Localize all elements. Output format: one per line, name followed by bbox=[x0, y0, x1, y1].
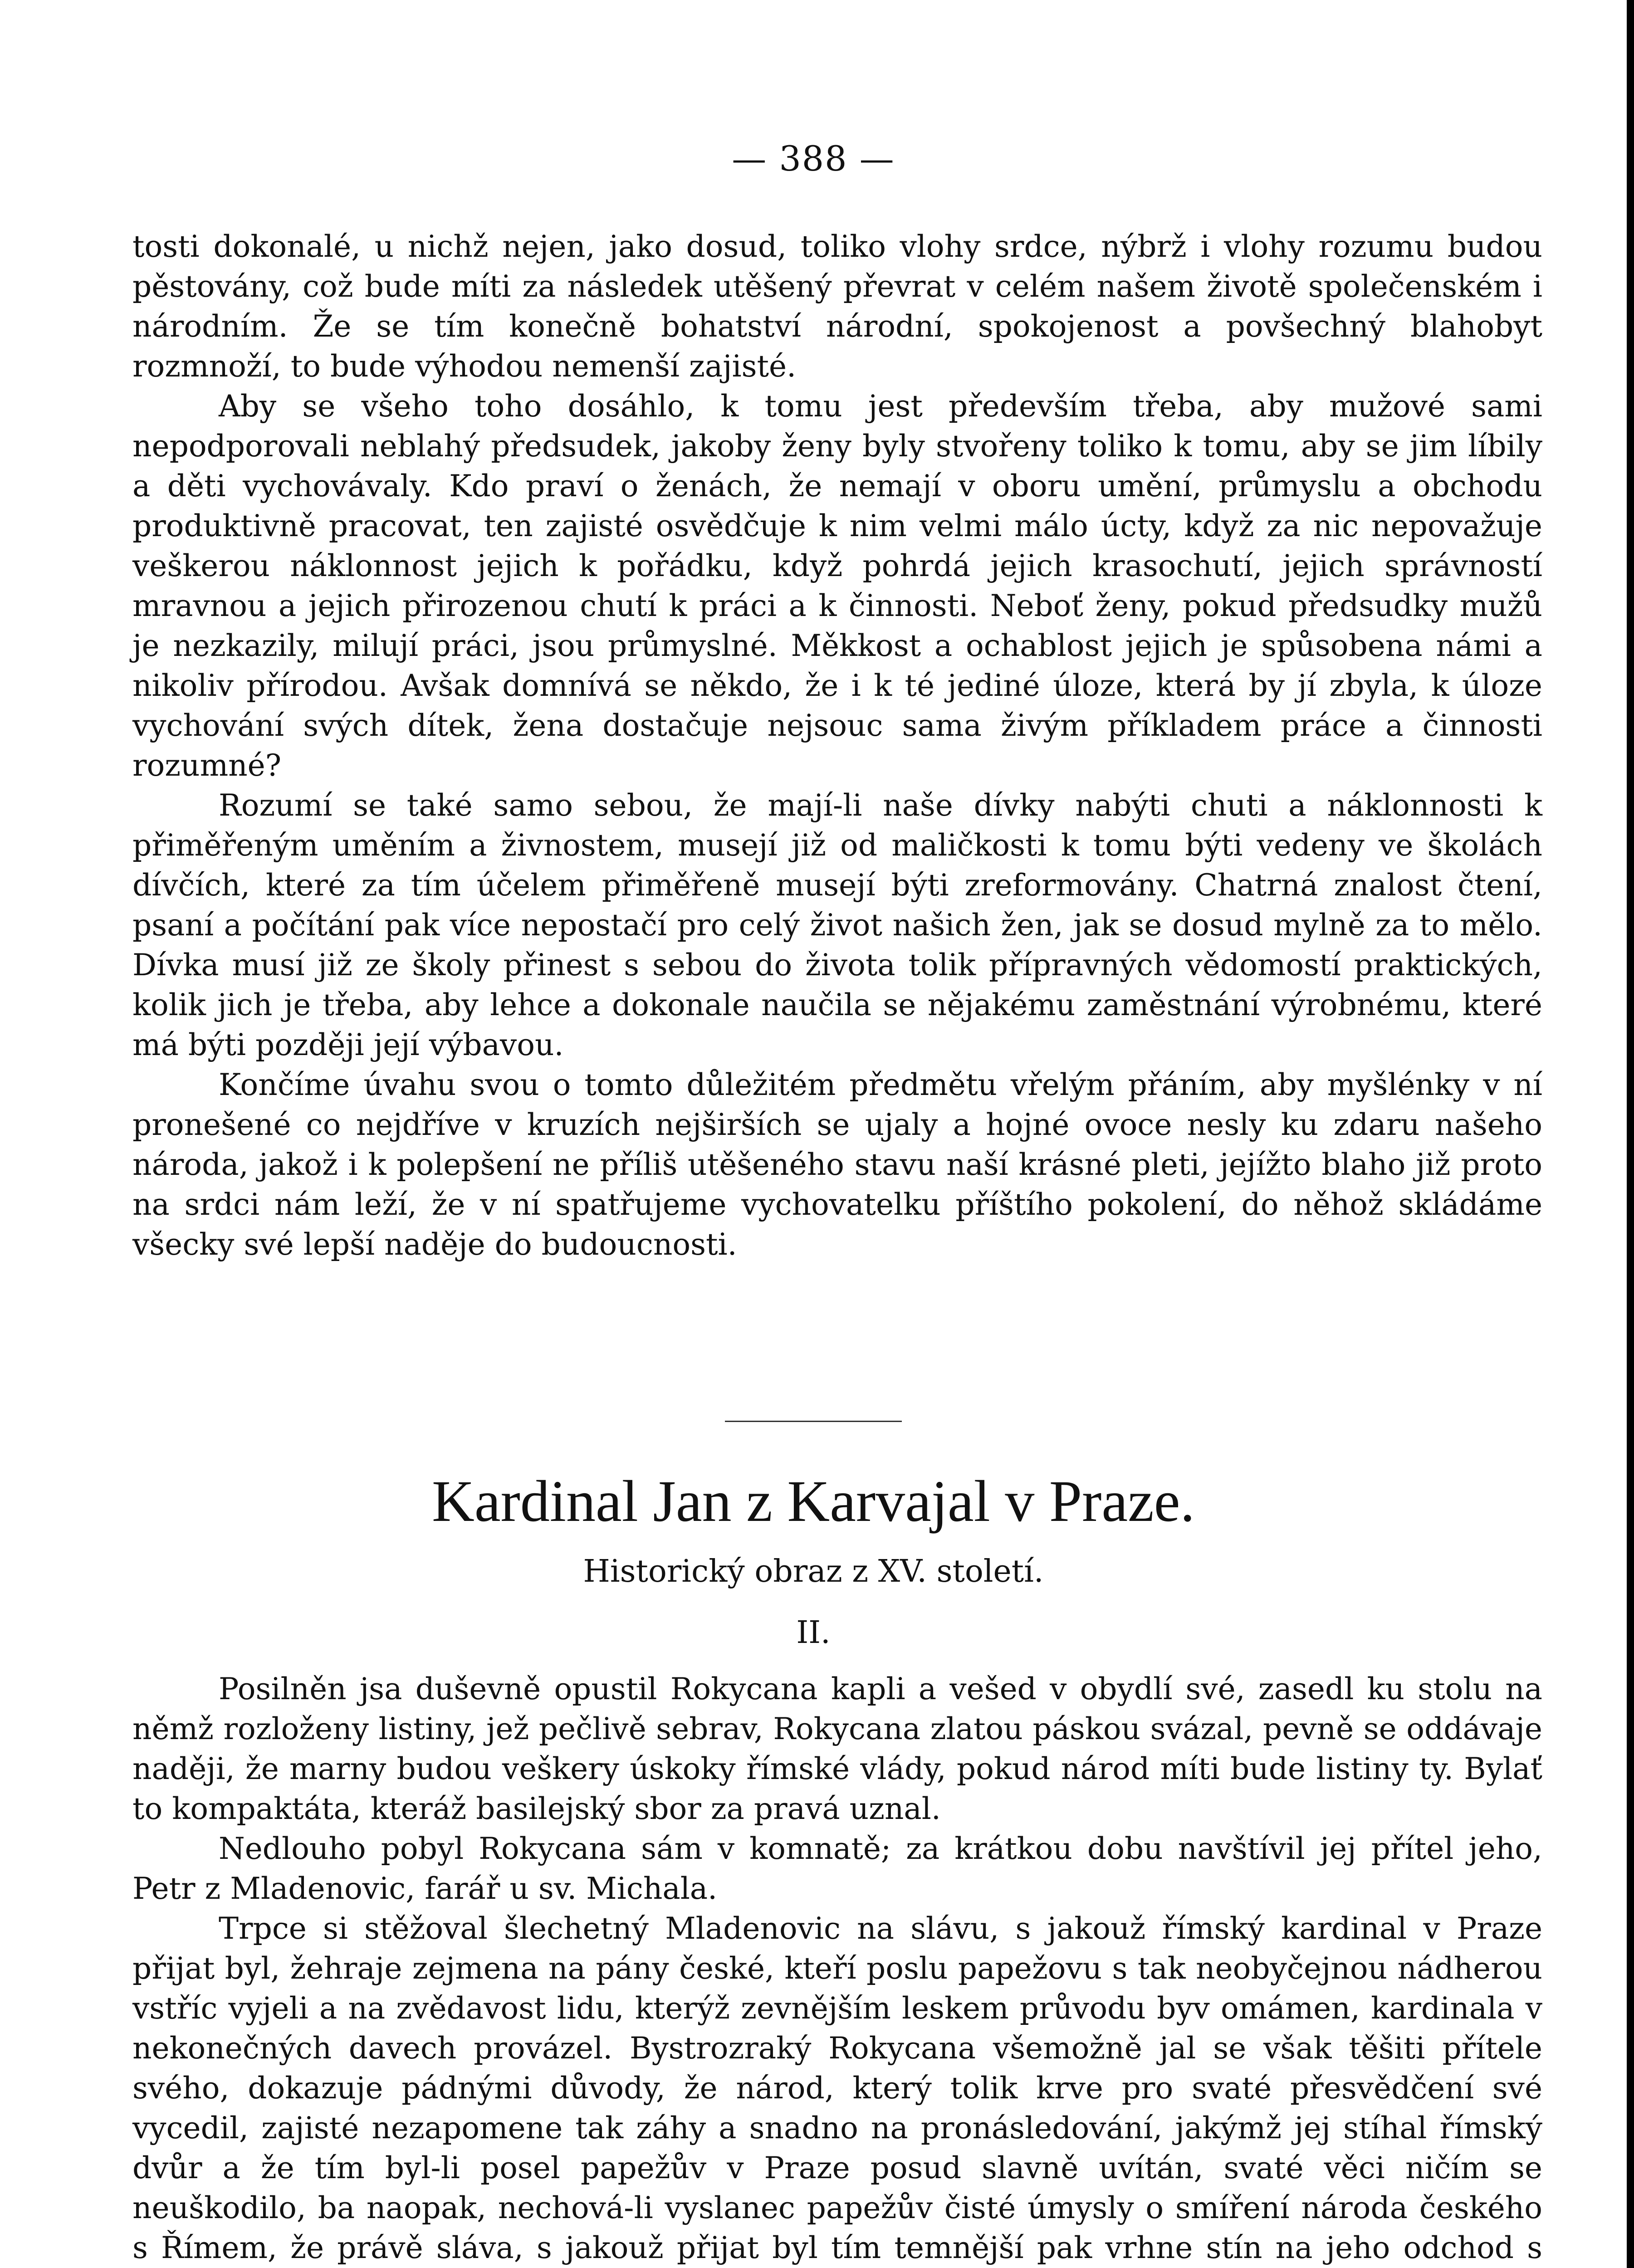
scan-edge bbox=[1627, 0, 1634, 2268]
essay-paragraph: Končíme úvahu svou o tomto důležitém předmětu vřelým přáním, aby myšlénky v ní pronešené co nejdříve v kruzích nejširších se ujaly a hojné ovoce nesly ku zdaru našeho národa, jakož i k polepšení ne příliš utěšeného stavu naší krásné pleti, jejížto blaho již proto na srdci nám leží, že v ní spatřujeme vychovatelku příštího pokolení, do něhož skládáme všecky své lepší naděje do budoucnosti. bbox=[132, 1067, 1542, 1262]
section-divider bbox=[725, 1421, 902, 1422]
article-subtitle: Historický obraz z XV. století. bbox=[583, 1554, 1044, 1589]
essay-paragraph: Aby se všeho toho dosáhlo, k tomu jest především třeba, aby mužové sami nepodporovali neblahý předsudek, jakoby ženy byly stvořeny toliko k tomu, aby se jim líbily a děti vychovávaly. Kdo praví o ženách, že nemají v oboru umění, průmyslu a obchodu produktivně pracovat, ten zajisté osvědčuje k nim velmi málo úcty, když za nic nepovažuje veškerou náklonnost jejich k pořádku, když pohrdá jejich krasochutí, jejich správností mravnou a jejich přirozenou chutí k práci a k činnosti. Neboť ženy, pokud předsudky mužů je nezkazily, milují práci, jsou průmyslné. Měkkost a ochablost jejich je spůsobena námi a nikoliv přírodou. Avšak domnívá se někdo, že i k té jediné úloze, která by jí zbyla, k úloze vychování svých dítek, žena dostačuje nejsouc sama živým příkladem práce a činnosti rozumné? bbox=[132, 389, 1542, 783]
article-paragraph: Posilněn jsa duševně opustil Rokycana kapli a vešed v obydlí své, zasedl ku stolu na němž rozloženy listiny, jež pečlivě sebrav, Rokycana zlatou páskou svázal, pevně se oddávaje naději, že marny budou veškery úskoky římské vlády, pokud národ míti bude listiny ty. Bylať to kompaktáta, kteráž basilejský sbor za pravá uznal. bbox=[132, 1672, 1542, 1826]
essay-paragraph: tosti dokonalé, u nichž nejen, jako dosud, toliko vlohy srdce, nýbrž i vlohy rozumu budou pěstovány, což bude míti za následek utěšený převrat v celém našem životě společenském i národním. Že se tím konečně bohatství národní, spokojenost a povšechný blahobyt rozmnoží, to bude výhodou nemenší zajisté. bbox=[132, 229, 1542, 384]
essay-paragraph: Rozumí se také samo sebou, že mají-li naše dívky nabýti chuti a náklonnosti k přiměřeným uměním a živnostem, musejí již od maličkosti k tomu býti vedeny ve školách dívčích, které za tím účelem přiměřeně musejí býti zreformovány. Chatrná znalost čtení, psaní a počítání pak více nepostačí pro celý život našich žen, jak se dosud mylně za to mělo. Dívka musí již ze školy přinest s sebou do života tolik přípravných vědomostí praktických, kolik jich je třeba, aby lehce a dokonale naučila se nějakému zaměstnání výrobnému, které má býti později její výbavou. bbox=[132, 788, 1542, 1062]
article-paragraph: Trpce si stěžoval šlechetný Mladenovic na slávu, s jakouž římský kardinal v Praze přijat byl, žehraje zejmena na pány české, kteří poslu papežovu s tak neobyčejnou nádherou vstříc vyjeli a na zvědavost lidu, kterýž zevnějším leskem průvodu byv omámen, kardinala v nekonečných davech provázel. Bystrozraký Rokycana všemožně jal se však těšiti přítele svého, dokazuje pádnými důvody, že národ, který tolik krve pro svaté přesvědčení své vycedil, zajisté nezapomene tak záhy a snadno na pronásledování, jakýmž jej stíhal římský dvůr a že tím byl-li posel papežův v Praze posud slavně uvítán, svaté věci ničím se neuškodilo, ba naopak, nechová-li vyslanec papežův čisté úmysly o smíření národa českého s Římem, že právě sláva, s jakouž přijat byl tím temnější pak vrhne stín na jeho odchod s bbox=[132, 1911, 1542, 2265]
article-title: Kardinal Jan z Karvajal v Praze. bbox=[431, 1469, 1195, 1534]
chapter-number: II. bbox=[796, 1615, 831, 1651]
article-paragraph: Nedlouho pobyl Rokycana sám v komnatě; za krátkou dobu navštívil jej přítel jeho, Petr z Mladenovic, farář u sv. Michala. bbox=[132, 1831, 1542, 1906]
essay-conclusion bbox=[132, 227, 1542, 1265]
article-body bbox=[132, 1669, 1542, 2268]
page-number: — 388 — bbox=[732, 138, 895, 179]
